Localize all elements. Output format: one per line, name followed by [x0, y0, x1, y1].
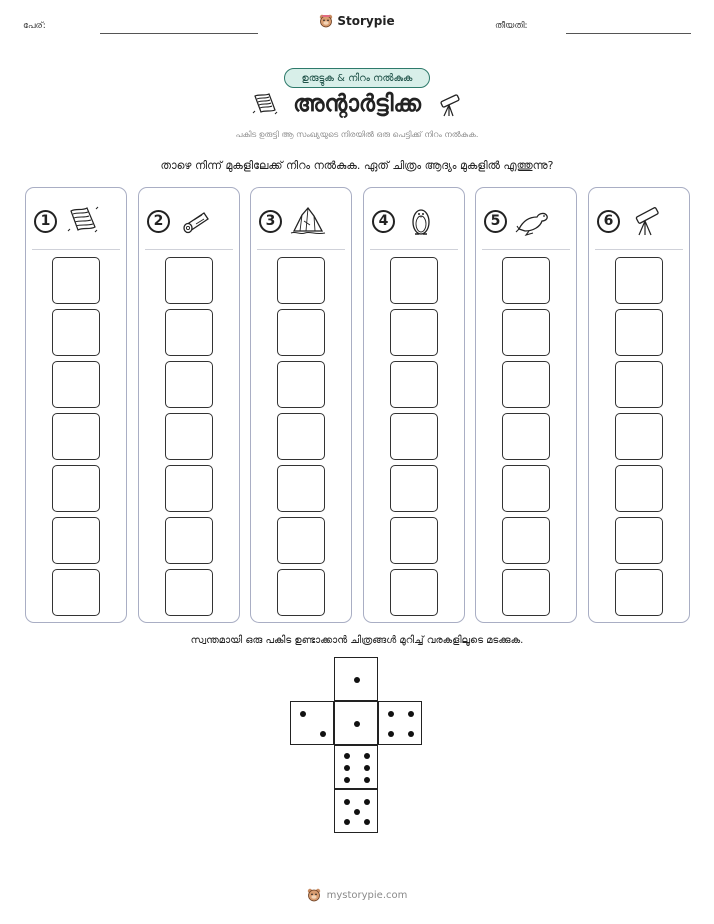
color-box[interactable]: [52, 361, 100, 408]
column-number: 6: [597, 210, 620, 233]
color-box[interactable]: [165, 361, 213, 408]
page-title: അന്റാർട്ടിക്ക: [293, 91, 421, 117]
color-box[interactable]: [390, 465, 438, 512]
color-box[interactable]: [615, 257, 663, 304]
brand-logo: [0, 14, 714, 28]
telescope-icon: [628, 203, 664, 239]
dice-pip: [364, 753, 370, 759]
color-box[interactable]: [52, 413, 100, 460]
log-icon: [178, 203, 214, 239]
color-box[interactable]: [502, 257, 550, 304]
net-instruction: സ്വന്തമായി ഒരു പകിട ഉണ്ടാക്കാൻ ചിത്രങ്ങൾ മുറിച്ച് വരകളിലൂടെ മടക്കുക.: [190, 635, 524, 646]
dice-face-1: [334, 701, 378, 745]
color-box[interactable]: [52, 569, 100, 616]
color-box[interactable]: [615, 361, 663, 408]
dice-pip: [354, 721, 360, 727]
color-box[interactable]: [52, 257, 100, 304]
color-box[interactable]: [165, 465, 213, 512]
name-label: പേര്:: [23, 21, 46, 31]
column-header: [597, 204, 683, 238]
column-3: [250, 187, 352, 623]
date-label: തീയതി:: [495, 21, 528, 31]
dice-pip: [344, 753, 350, 759]
dice-pip: [344, 799, 350, 805]
glacier-icon: [65, 203, 101, 239]
color-box[interactable]: [277, 569, 325, 616]
dice-pip: [364, 819, 370, 825]
color-box[interactable]: [52, 517, 100, 564]
color-box[interactable]: [165, 309, 213, 356]
color-box[interactable]: [390, 569, 438, 616]
seal-icon: [515, 203, 551, 239]
column-divider: [32, 249, 120, 250]
column-1: [25, 187, 127, 623]
column-number: 3: [259, 210, 282, 233]
column-2: [138, 187, 240, 623]
color-box[interactable]: [277, 257, 325, 304]
iceberg-icon: [290, 203, 326, 239]
dice-face-5: [334, 789, 378, 833]
color-box[interactable]: [52, 309, 100, 356]
column-header: [259, 204, 345, 238]
column-number: 4: [372, 210, 395, 233]
color-box[interactable]: [277, 309, 325, 356]
dice-pip: [344, 777, 350, 783]
column-divider: [482, 249, 570, 250]
title-row: [0, 90, 714, 118]
color-box[interactable]: [615, 413, 663, 460]
activity-badge: ഉരുട്ടുക & നിറം നൽകുക: [284, 68, 430, 88]
dice-pip: [364, 765, 370, 771]
color-box[interactable]: [165, 257, 213, 304]
color-box[interactable]: [390, 517, 438, 564]
name-line[interactable]: [100, 33, 258, 34]
color-box[interactable]: [52, 465, 100, 512]
color-box[interactable]: [502, 413, 550, 460]
column-6: [588, 187, 690, 623]
color-box[interactable]: [502, 569, 550, 616]
color-box[interactable]: [502, 517, 550, 564]
dice-pip: [354, 677, 360, 683]
dice-pip: [364, 799, 370, 805]
color-box[interactable]: [615, 309, 663, 356]
column-4: [363, 187, 465, 623]
color-box[interactable]: [615, 465, 663, 512]
column-5: [475, 187, 577, 623]
column-number: 2: [147, 210, 170, 233]
dice-pip: [320, 731, 326, 737]
column-number: 1: [34, 210, 57, 233]
color-box[interactable]: [502, 361, 550, 408]
instruction: താഴെ നിന്ന് മുകളിലേക്ക് നിറം നൽകുക. ഏത് ചിത്രം ആദ്യം മുകളിൽ എത്തുന്നു?: [160, 159, 554, 172]
column-header: [484, 204, 570, 238]
column-header: [34, 204, 120, 238]
telescope-icon: [435, 90, 463, 118]
dice-pip: [364, 777, 370, 783]
dice-face-1: [334, 657, 378, 701]
dice-pip: [344, 765, 350, 771]
glacier-icon: [251, 90, 279, 118]
color-box[interactable]: [390, 413, 438, 460]
color-box[interactable]: [502, 309, 550, 356]
color-box[interactable]: [502, 465, 550, 512]
color-box[interactable]: [165, 569, 213, 616]
dice-face-4: [378, 701, 422, 745]
penguin-icon: [403, 203, 439, 239]
column-divider: [595, 249, 683, 250]
color-box[interactable]: [390, 257, 438, 304]
color-box[interactable]: [277, 361, 325, 408]
dice-pip: [344, 819, 350, 825]
subtitle: പകിട ഉരുട്ടി ആ സംഖ്യയുടെ നിരയിൽ ഒരു പെട്ടിക്ക് നിറം നൽകുക.: [235, 130, 479, 139]
bear-icon: [319, 14, 333, 28]
bear-icon: [307, 888, 321, 902]
color-box[interactable]: [277, 517, 325, 564]
date-line[interactable]: [566, 33, 691, 34]
footer-url[interactable]: mystorypie.com: [326, 889, 408, 901]
footer: [0, 888, 714, 902]
brand-name: Storypie: [337, 14, 395, 28]
column-header: [147, 204, 233, 238]
dice-pip: [354, 809, 360, 815]
color-box[interactable]: [390, 309, 438, 356]
dice-pip: [300, 711, 306, 717]
dice-face-6: [334, 745, 378, 789]
column-divider: [145, 249, 233, 250]
color-box[interactable]: [165, 517, 213, 564]
dice-pip: [388, 711, 394, 717]
dice-face-2: [290, 701, 334, 745]
dice-pip: [388, 731, 394, 737]
dice-pip: [408, 731, 414, 737]
column-divider: [257, 249, 345, 250]
column-header: [372, 204, 458, 238]
color-box[interactable]: [165, 413, 213, 460]
column-divider: [370, 249, 458, 250]
color-box[interactable]: [615, 569, 663, 616]
dice-pip: [408, 711, 414, 717]
color-box[interactable]: [615, 517, 663, 564]
color-box[interactable]: [277, 465, 325, 512]
column-number: 5: [484, 210, 507, 233]
color-box[interactable]: [390, 361, 438, 408]
color-box[interactable]: [277, 413, 325, 460]
